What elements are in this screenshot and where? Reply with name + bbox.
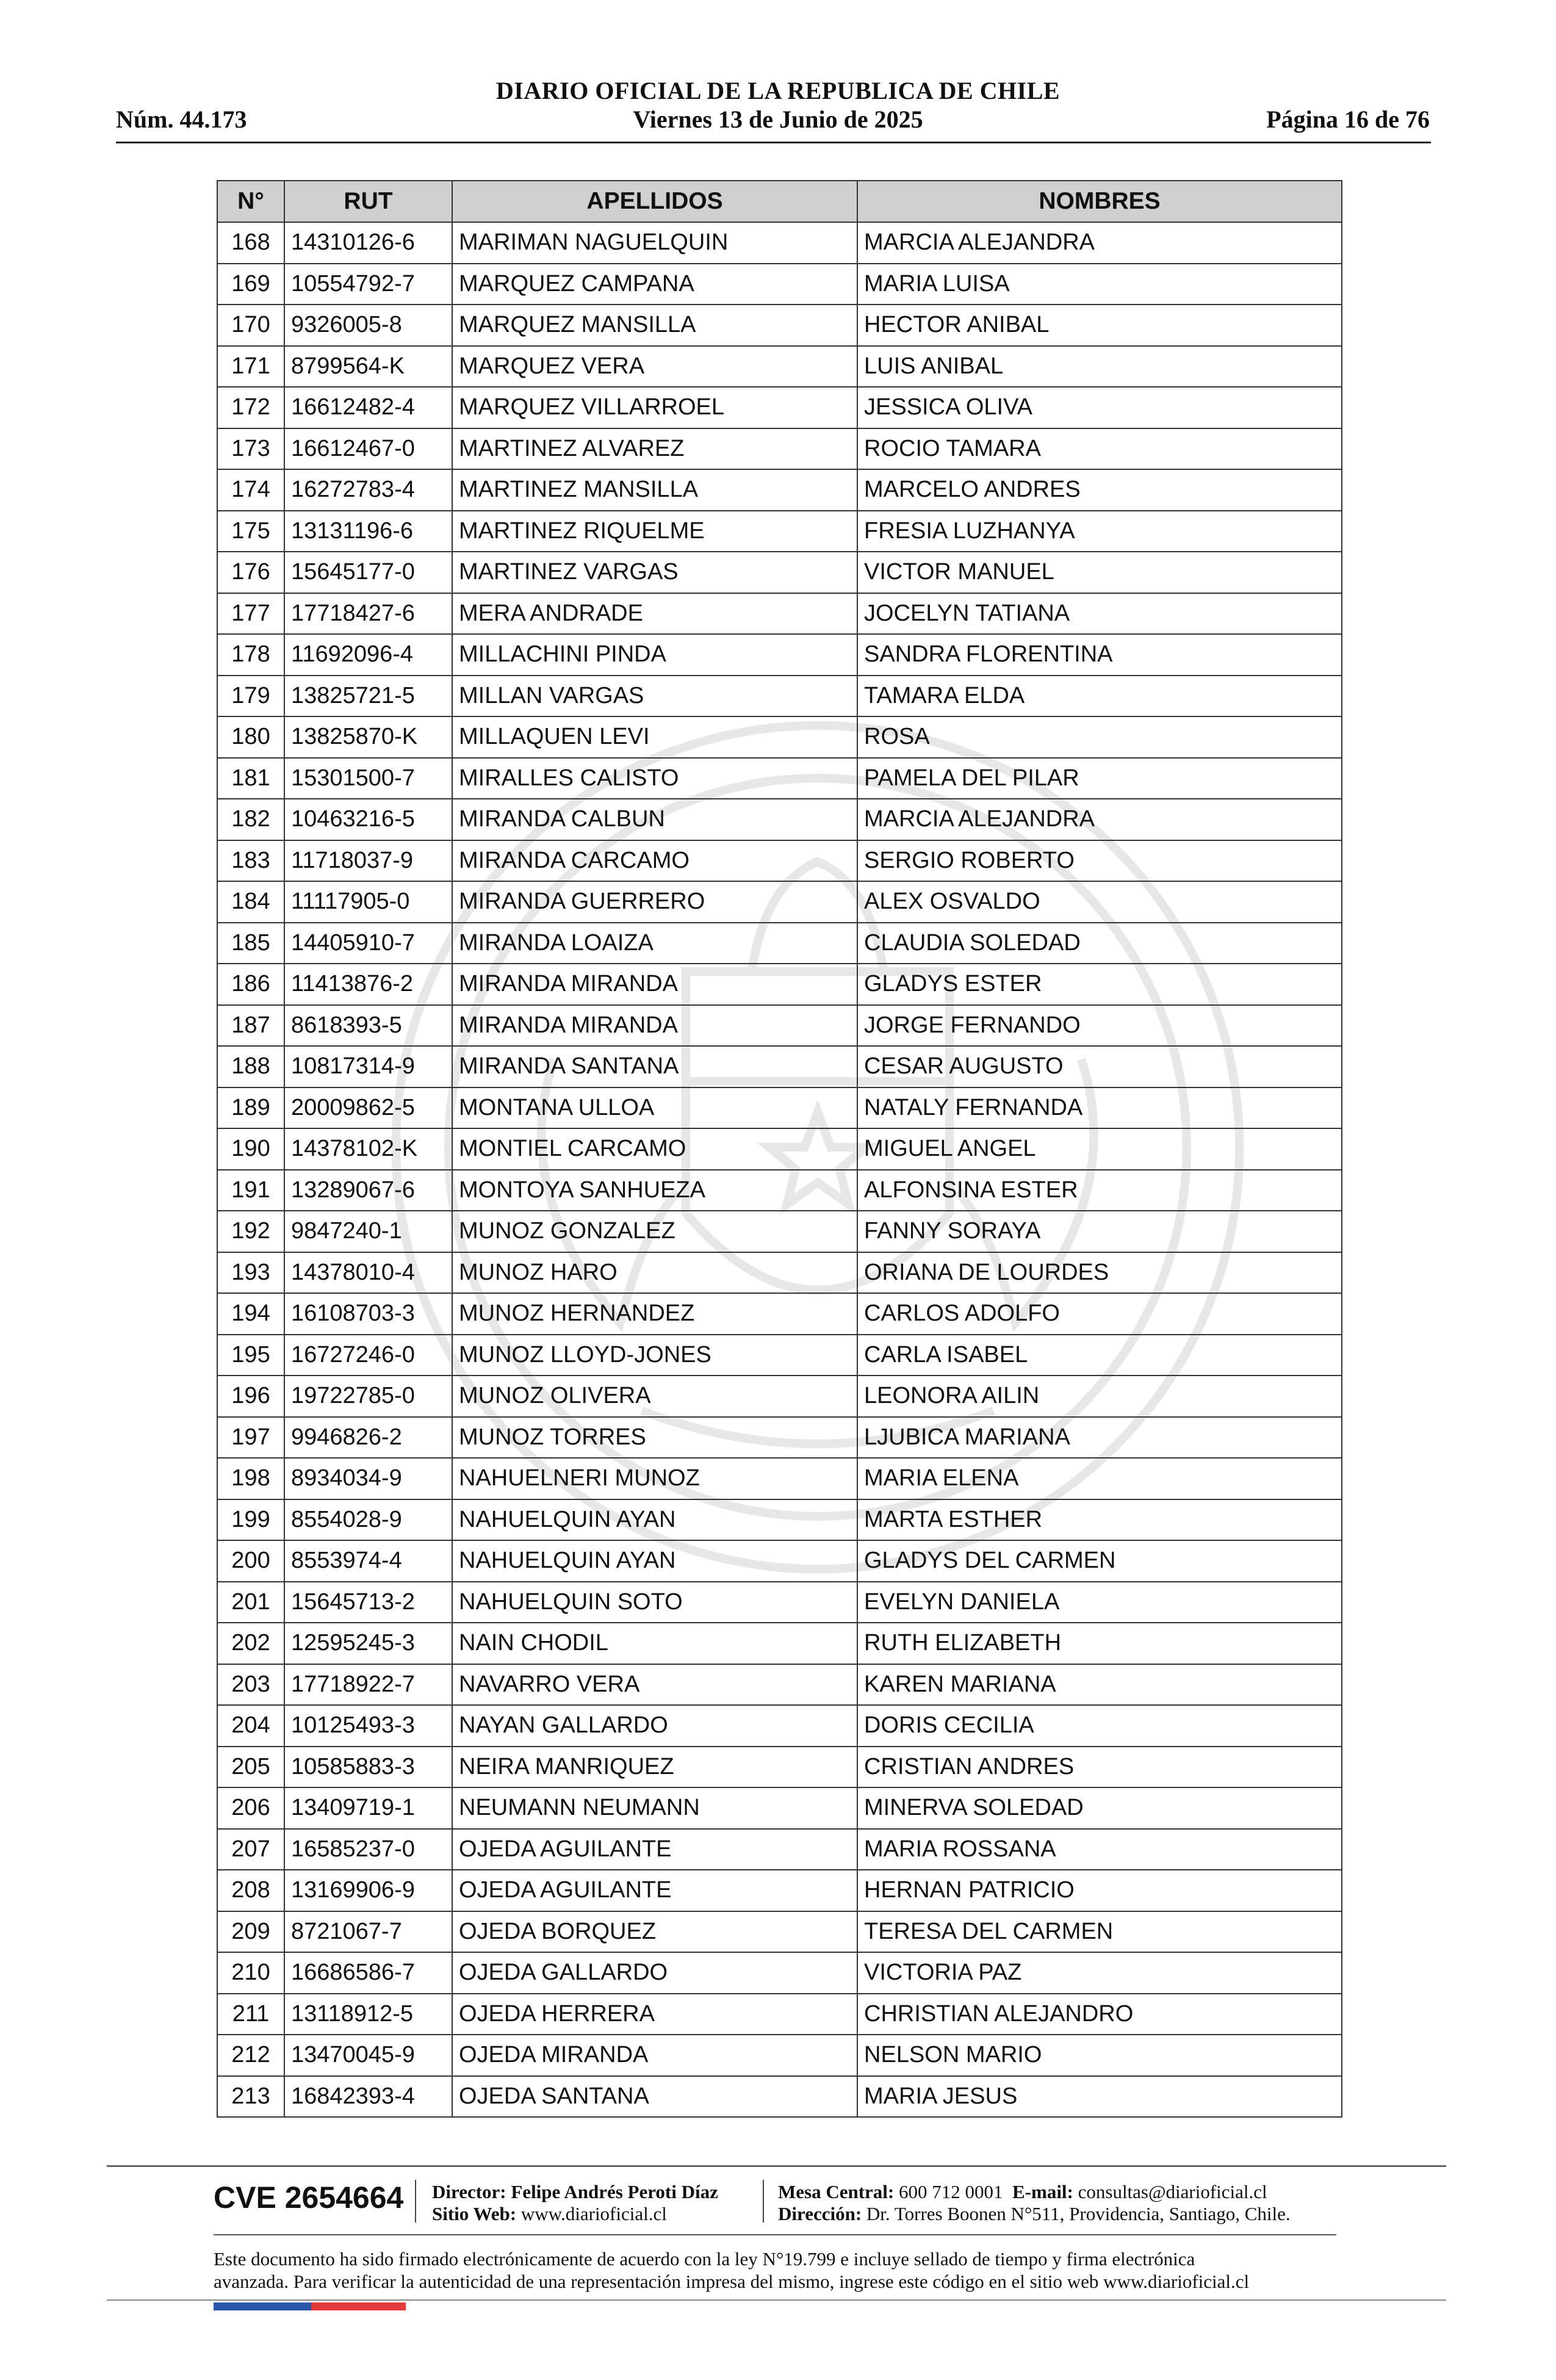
cell-apellidos: MUNOZ HERNANDEZ <box>452 1293 857 1335</box>
table-row <box>217 1540 1342 1582</box>
cell-nombres: CESAR AUGUSTO <box>857 1046 1342 1087</box>
table-row <box>217 840 1342 882</box>
table-row <box>217 1829 1342 1870</box>
cell-apellidos: NAHUELNERI MUNOZ <box>452 1458 857 1499</box>
table-row <box>217 428 1342 470</box>
cell-nombres: MARIA JESUS <box>857 2076 1342 2118</box>
table-row <box>217 1335 1342 1376</box>
table-row <box>217 1005 1342 1047</box>
table-row <box>217 1417 1342 1459</box>
column-header-rut: RUT <box>284 181 452 222</box>
cell-number: 172 <box>217 387 284 428</box>
cell-apellidos: NAIN CHODIL <box>452 1623 857 1664</box>
table-row <box>217 1787 1342 1829</box>
address-label: Dirección: <box>778 2203 862 2224</box>
cell-apellidos: MIRANDA CALBUN <box>452 799 857 840</box>
cell-number: 182 <box>217 799 284 840</box>
cell-nombres: MARCIA ALEJANDRA <box>857 222 1342 264</box>
footer-contact-block <box>778 2181 1291 2225</box>
cell-rut: 16842393-4 <box>284 2076 452 2118</box>
cell-rut: 10817314-9 <box>284 1046 452 1087</box>
website-link[interactable]: www.diarioficial.cl <box>520 2203 667 2224</box>
cell-number: 204 <box>217 1705 284 1747</box>
table-row <box>217 264 1342 305</box>
cell-nombres: GLADYS ESTER <box>857 964 1342 1005</box>
beneficiaries-table <box>217 180 1342 2118</box>
cell-rut: 9946826-2 <box>284 1417 452 1459</box>
column-header-number: N° <box>217 181 284 222</box>
cell-rut: 16272783-4 <box>284 469 452 511</box>
cell-nombres: FANNY SORAYA <box>857 1211 1342 1252</box>
cell-number: 208 <box>217 1870 284 1911</box>
email-link[interactable]: consultas@diarioficial.cl <box>1078 2181 1267 2202</box>
cell-apellidos: MIRANDA CARCAMO <box>452 840 857 882</box>
cell-nombres: CLAUDIA SOLEDAD <box>857 923 1342 964</box>
table-row <box>217 1458 1342 1499</box>
cell-number: 174 <box>217 469 284 511</box>
cell-nombres: LEONORA AILIN <box>857 1376 1342 1417</box>
cell-number: 192 <box>217 1211 284 1252</box>
cell-nombres: SANDRA FLORENTINA <box>857 634 1342 676</box>
legal-notice <box>214 2248 1349 2293</box>
table-row <box>217 346 1342 388</box>
table-row <box>217 1252 1342 1294</box>
cell-rut: 14310126-6 <box>284 222 452 264</box>
cell-number: 169 <box>217 264 284 305</box>
cell-rut: 9847240-1 <box>284 1211 452 1252</box>
cell-apellidos: OJEDA AGUILANTE <box>452 1829 857 1870</box>
table-row <box>217 1582 1342 1623</box>
cell-rut: 10463216-5 <box>284 799 452 840</box>
cell-rut: 16585237-0 <box>284 1829 452 1870</box>
cell-number: 168 <box>217 222 284 264</box>
website-label: Sitio Web: <box>432 2203 517 2224</box>
cell-number: 194 <box>217 1293 284 1335</box>
cell-number: 171 <box>217 346 284 388</box>
footer-divider <box>107 2165 1446 2167</box>
cell-apellidos: MARQUEZ VILLARROEL <box>452 387 857 428</box>
flag-stripe-red <box>311 2302 406 2310</box>
cell-rut: 14378010-4 <box>284 1252 452 1294</box>
cell-apellidos: MIRANDA GUERRERO <box>452 881 857 923</box>
cell-nombres: CARLA ISABEL <box>857 1335 1342 1376</box>
table-row <box>217 758 1342 799</box>
cell-rut: 13825721-5 <box>284 676 452 717</box>
cell-rut: 12595245-3 <box>284 1623 452 1664</box>
issue-date: Viernes 13 de Junio de 2025 <box>633 106 923 133</box>
cell-nombres: ALEX OSVALDO <box>857 881 1342 923</box>
cell-apellidos: MARTINEZ MANSILLA <box>452 469 857 511</box>
cell-rut: 11718037-9 <box>284 840 452 882</box>
cell-apellidos: MUNOZ LLOYD-JONES <box>452 1335 857 1376</box>
table-row <box>217 1623 1342 1664</box>
cell-number: 210 <box>217 1952 284 1994</box>
table-row <box>217 1499 1342 1541</box>
cell-apellidos: MIRANDA SANTANA <box>452 1046 857 1087</box>
table-row <box>217 1952 1342 1994</box>
table-row <box>217 1170 1342 1211</box>
cell-rut: 8553974-4 <box>284 1540 452 1582</box>
cell-rut: 8618393-5 <box>284 1005 452 1047</box>
table-row <box>217 1211 1342 1252</box>
cell-nombres: JESSICA OLIVA <box>857 387 1342 428</box>
cell-rut: 8799564-K <box>284 346 452 388</box>
cell-apellidos: NAYAN GALLARDO <box>452 1705 857 1747</box>
cell-rut: 16727246-0 <box>284 1335 452 1376</box>
cell-rut: 15645177-0 <box>284 552 452 593</box>
cell-rut: 20009862-5 <box>284 1087 452 1129</box>
cell-rut: 14378102-K <box>284 1128 452 1170</box>
cell-apellidos: OJEDA MIRANDA <box>452 2035 857 2076</box>
cell-apellidos: MIRANDA LOAIZA <box>452 923 857 964</box>
cell-apellidos: NAVARRO VERA <box>452 1664 857 1706</box>
cell-apellidos: MARQUEZ VERA <box>452 346 857 388</box>
cell-apellidos: MONTOYA SANHUEZA <box>452 1170 857 1211</box>
footer-divider <box>214 2234 1336 2235</box>
cell-nombres: NATALY FERNANDA <box>857 1087 1342 1129</box>
cell-number: 187 <box>217 1005 284 1047</box>
table-row <box>217 1870 1342 1911</box>
cell-nombres: VICTORIA PAZ <box>857 1952 1342 1994</box>
table-row <box>217 511 1342 552</box>
cell-number: 201 <box>217 1582 284 1623</box>
cell-number: 206 <box>217 1787 284 1829</box>
table-row <box>217 1994 1342 2035</box>
cell-number: 196 <box>217 1376 284 1417</box>
cell-apellidos: MUNOZ HARO <box>452 1252 857 1294</box>
cell-apellidos: MONTIEL CARCAMO <box>452 1128 857 1170</box>
cell-nombres: HECTOR ANIBAL <box>857 305 1342 346</box>
cell-number: 190 <box>217 1128 284 1170</box>
flag-stripe-blue <box>214 2302 311 2310</box>
cell-rut: 17718427-6 <box>284 593 452 635</box>
table-row <box>217 1911 1342 1953</box>
issue-number: Núm. 44.173 <box>116 106 247 133</box>
table-row <box>217 2076 1342 2118</box>
cell-rut: 17718922-7 <box>284 1664 452 1706</box>
legal-line: Este documento ha sido firmado electrónicamente de acuerdo con la ley N°19.799 e incluye sellado de tiempo y firma electrónica <box>214 2248 1195 2270</box>
cell-nombres: LJUBICA MARIANA <box>857 1417 1342 1459</box>
cell-apellidos: MARTINEZ ALVAREZ <box>452 428 857 470</box>
cell-nombres: MARTA ESTHER <box>857 1499 1342 1541</box>
column-header-apellidos: APELLIDOS <box>452 181 857 222</box>
cell-rut: 11692096-4 <box>284 634 452 676</box>
cell-apellidos: MILLAQUEN LEVI <box>452 716 857 758</box>
footer-separator <box>763 2180 764 2223</box>
table-row <box>217 1747 1342 1788</box>
cell-nombres: CARLOS ADOLFO <box>857 1293 1342 1335</box>
cell-apellidos: MARTINEZ VARGAS <box>452 552 857 593</box>
cell-nombres: LUIS ANIBAL <box>857 346 1342 388</box>
cell-apellidos: MIRANDA MIRANDA <box>452 1005 857 1047</box>
table-row <box>217 552 1342 593</box>
cell-nombres: MARIA ROSSANA <box>857 1829 1342 1870</box>
table-row <box>217 1046 1342 1087</box>
cell-number: 184 <box>217 881 284 923</box>
newspaper-title: DIARIO OFICIAL DE LA REPUBLICA DE CHILE <box>495 77 1061 104</box>
cell-apellidos: MARIMAN NAGUELQUIN <box>452 222 857 264</box>
cell-apellidos: NAHUELQUIN AYAN <box>452 1540 857 1582</box>
cell-number: 173 <box>217 428 284 470</box>
cell-number: 200 <box>217 1540 284 1582</box>
cell-apellidos: NAHUELQUIN AYAN <box>452 1499 857 1541</box>
table-row <box>217 387 1342 428</box>
cell-rut: 10585883-3 <box>284 1747 452 1788</box>
director-name: Felipe Andrés Peroti Díaz <box>511 2181 718 2202</box>
cell-number: 179 <box>217 676 284 717</box>
cell-nombres: SERGIO ROBERTO <box>857 840 1342 882</box>
cell-number: 203 <box>217 1664 284 1706</box>
cell-apellidos: MILLACHINI PINDA <box>452 634 857 676</box>
table-row <box>217 1293 1342 1335</box>
cell-apellidos: OJEDA HERRERA <box>452 1994 857 2035</box>
cell-rut: 15645713-2 <box>284 1582 452 1623</box>
cell-apellidos: OJEDA GALLARDO <box>452 1952 857 1994</box>
cell-number: 213 <box>217 2076 284 2118</box>
footer-separator <box>415 2180 416 2223</box>
cell-nombres: KAREN MARIANA <box>857 1664 1342 1706</box>
cell-apellidos: NEIRA MANRIQUEZ <box>452 1747 857 1788</box>
cell-rut: 14405910-7 <box>284 923 452 964</box>
footer-director-block <box>432 2181 718 2225</box>
cell-number: 181 <box>217 758 284 799</box>
cell-apellidos: MONTANA ULLOA <box>452 1087 857 1129</box>
header-divider <box>116 142 1431 143</box>
cell-rut: 19722785-0 <box>284 1376 452 1417</box>
table-body <box>217 222 1342 2117</box>
cell-rut: 16612467-0 <box>284 428 452 470</box>
cell-apellidos: OJEDA SANTANA <box>452 2076 857 2118</box>
table-row <box>217 222 1342 264</box>
cell-nombres: MARCIA ALEJANDRA <box>857 799 1342 840</box>
cell-nombres: TAMARA ELDA <box>857 676 1342 717</box>
table-row <box>217 2035 1342 2076</box>
table-row <box>217 799 1342 840</box>
cell-apellidos: MUNOZ GONZALEZ <box>452 1211 857 1252</box>
cell-rut: 13289067-6 <box>284 1170 452 1211</box>
cell-number: 183 <box>217 840 284 882</box>
cell-number: 202 <box>217 1623 284 1664</box>
table-row <box>217 676 1342 717</box>
cell-nombres: TERESA DEL CARMEN <box>857 1911 1342 1953</box>
cell-nombres: ORIANA DE LOURDES <box>857 1252 1342 1294</box>
cell-apellidos: MIRALLES CALISTO <box>452 758 857 799</box>
address-text: Dr. Torres Boonen N°511, Providencia, Santiago, Chile. <box>866 2203 1291 2224</box>
cell-nombres: MARCELO ANDRES <box>857 469 1342 511</box>
cell-nombres: VICTOR MANUEL <box>857 552 1342 593</box>
table-row <box>217 305 1342 346</box>
cell-number: 193 <box>217 1252 284 1294</box>
cell-nombres: CHRISTIAN ALEJANDRO <box>857 1994 1342 2035</box>
cell-number: 207 <box>217 1829 284 1870</box>
cell-nombres: DORIS CECILIA <box>857 1705 1342 1747</box>
cell-number: 209 <box>217 1911 284 1953</box>
email-label: E-mail: <box>1012 2181 1073 2202</box>
cell-apellidos: MERA ANDRADE <box>452 593 857 635</box>
cell-rut: 10554792-7 <box>284 264 452 305</box>
table-row <box>217 716 1342 758</box>
cell-apellidos: MARTINEZ RIQUELME <box>452 511 857 552</box>
table-row <box>217 1376 1342 1417</box>
cell-number: 212 <box>217 2035 284 2076</box>
cell-number: 186 <box>217 964 284 1005</box>
cell-nombres: JORGE FERNANDO <box>857 1005 1342 1047</box>
cell-number: 197 <box>217 1417 284 1459</box>
mesa-label: Mesa Central: <box>778 2181 895 2202</box>
cell-nombres: NELSON MARIO <box>857 2035 1342 2076</box>
cell-number: 195 <box>217 1335 284 1376</box>
cell-apellidos: MARQUEZ CAMPANA <box>452 264 857 305</box>
cell-number: 177 <box>217 593 284 635</box>
table-header-row <box>217 181 1342 222</box>
cell-rut: 11413876-2 <box>284 964 452 1005</box>
cell-apellidos: MUNOZ OLIVERA <box>452 1376 857 1417</box>
table-row <box>217 923 1342 964</box>
cell-nombres: FRESIA LUZHANYA <box>857 511 1342 552</box>
cell-apellidos: OJEDA AGUILANTE <box>452 1870 857 1911</box>
cell-number: 176 <box>217 552 284 593</box>
table-row <box>217 593 1342 635</box>
cell-apellidos: MILLAN VARGAS <box>452 676 857 717</box>
cell-rut: 13118912-5 <box>284 1994 452 2035</box>
cell-nombres: ROSA <box>857 716 1342 758</box>
cell-rut: 11117905-0 <box>284 881 452 923</box>
cell-nombres: EVELYN DANIELA <box>857 1582 1342 1623</box>
cell-rut: 13470045-9 <box>284 2035 452 2076</box>
cell-nombres: CRISTIAN ANDRES <box>857 1747 1342 1788</box>
cell-number: 180 <box>217 716 284 758</box>
cell-number: 211 <box>217 1994 284 2035</box>
cell-nombres: MIGUEL ANGEL <box>857 1128 1342 1170</box>
cell-nombres: ROCIO TAMARA <box>857 428 1342 470</box>
cell-apellidos: MIRANDA MIRANDA <box>452 964 857 1005</box>
cell-nombres: ALFONSINA ESTER <box>857 1170 1342 1211</box>
cell-number: 199 <box>217 1499 284 1541</box>
table-row <box>217 1705 1342 1747</box>
cell-apellidos: MUNOZ TORRES <box>452 1417 857 1459</box>
cell-rut: 10125493-3 <box>284 1705 452 1747</box>
legal-line: avanzada. Para verificar la autenticidad de una representación impresa del mismo, ingrese este código en el sitio web www.diarioficial.cl <box>214 2271 1250 2292</box>
table-row <box>217 469 1342 511</box>
cell-rut: 13169906-9 <box>284 1870 452 1911</box>
cell-nombres: GLADYS DEL CARMEN <box>857 1540 1342 1582</box>
cell-nombres: MINERVA SOLEDAD <box>857 1787 1342 1829</box>
cell-nombres: JOCELYN TATIANA <box>857 593 1342 635</box>
table-row <box>217 881 1342 923</box>
cell-rut: 16612482-4 <box>284 387 452 428</box>
column-header-nombres: NOMBRES <box>857 181 1342 222</box>
cell-nombres: RUTH ELIZABETH <box>857 1623 1342 1664</box>
director-label: Director: <box>432 2181 506 2202</box>
cell-number: 175 <box>217 511 284 552</box>
cell-rut: 8721067-7 <box>284 1911 452 1953</box>
cve-code: CVE 2654664 <box>214 2180 404 2215</box>
cell-number: 178 <box>217 634 284 676</box>
cell-number: 188 <box>217 1046 284 1087</box>
table-row <box>217 1664 1342 1706</box>
cell-apellidos: NEUMANN NEUMANN <box>452 1787 857 1829</box>
cell-rut: 16108703-3 <box>284 1293 452 1335</box>
cell-rut: 9326005-8 <box>284 305 452 346</box>
table-row <box>217 634 1342 676</box>
cell-nombres: HERNAN PATRICIO <box>857 1870 1342 1911</box>
cell-apellidos: MARQUEZ MANSILLA <box>452 305 857 346</box>
page-number: Página 16 de 76 <box>1266 106 1430 133</box>
cell-number: 198 <box>217 1458 284 1499</box>
cell-number: 170 <box>217 305 284 346</box>
cell-rut: 8554028-9 <box>284 1499 452 1541</box>
cell-nombres: MARIA LUISA <box>857 264 1342 305</box>
cell-number: 205 <box>217 1747 284 1788</box>
cell-nombres: PAMELA DEL PILAR <box>857 758 1342 799</box>
cell-number: 191 <box>217 1170 284 1211</box>
footer-divider <box>107 2299 1446 2301</box>
cell-nombres: MARIA ELENA <box>857 1458 1342 1499</box>
cell-rut: 13825870-K <box>284 716 452 758</box>
cell-rut: 16686586-7 <box>284 1952 452 1994</box>
cell-rut: 15301500-7 <box>284 758 452 799</box>
table-row <box>217 964 1342 1005</box>
cell-apellidos: NAHUELQUIN SOTO <box>452 1582 857 1623</box>
cell-number: 189 <box>217 1087 284 1129</box>
mesa-phone: 600 712 0001 <box>899 2181 1003 2202</box>
table-row <box>217 1128 1342 1170</box>
cell-rut: 13131196-6 <box>284 511 452 552</box>
cell-apellidos: OJEDA BORQUEZ <box>452 1911 857 1953</box>
cell-rut: 8934034-9 <box>284 1458 452 1499</box>
cell-number: 185 <box>217 923 284 964</box>
cell-rut: 13409719-1 <box>284 1787 452 1829</box>
table-row <box>217 1087 1342 1129</box>
